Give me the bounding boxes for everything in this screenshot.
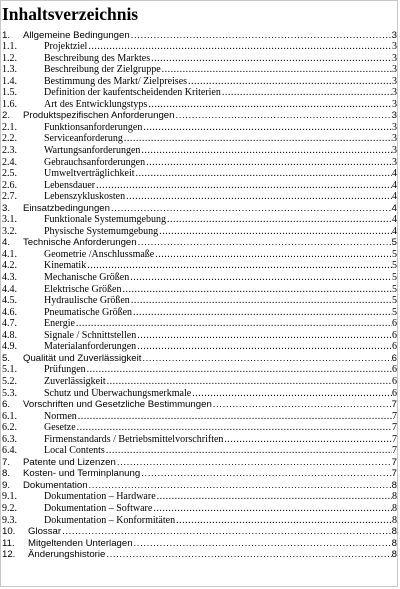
toc-entry-page: 4 [391,202,397,214]
toc-dot-leader [141,145,392,156]
toc-entry-number: 9.2. [2,502,17,514]
toc-entry-title-wrap [44,503,392,514]
toc-entry-page: 6 [392,318,397,330]
toc-entry-number: 4.3. [2,272,17,284]
table-of-contents [1,29,398,560]
toc-entry[interactable] [1,318,398,330]
toc-entry-page: 7 [391,399,397,411]
toc-entry[interactable] [1,514,398,526]
toc-entry-number: 4.6. [2,306,17,318]
toc-entry[interactable] [1,399,398,411]
toc-entry[interactable] [1,98,398,110]
toc-entry-number: 1.3. [2,64,17,76]
toc-dot-leader [137,341,392,352]
toc-entry[interactable] [1,410,398,422]
toc-entry[interactable] [1,445,398,457]
toc-entry[interactable] [1,352,398,364]
toc-entry-page: 5 [392,283,397,295]
toc-entry-number: 1.6. [2,98,17,110]
toc-dot-leader [188,76,392,87]
toc-dot-leader [153,503,392,514]
toc-entry-page: 7 [392,410,397,422]
toc-dot-leader [138,237,392,248]
toc-entry-title-wrap [44,411,392,422]
toc-dot-leader [143,122,392,133]
toc-entry-page: 5 [391,237,397,249]
toc-entry-page: 6 [391,352,397,364]
toc-entry[interactable] [1,479,398,491]
toc-entry-title: Art des Entwicklungstyps [44,98,148,110]
toc-entry[interactable] [1,283,398,295]
toc-dot-leader [167,214,392,225]
toc-entry-page: 3 [391,29,397,41]
toc-dot-leader [222,87,392,98]
toc-dot-leader [142,353,392,364]
toc-entry-number: 3. [2,202,11,214]
toc-entry[interactable] [1,468,398,480]
toc-entry-page: 3 [392,64,397,76]
toc-dot-leader [106,445,392,456]
toc-entry-title-wrap [44,76,392,87]
toc-entry[interactable] [1,29,398,41]
toc-entry-page: 8 [391,549,397,561]
toc-entry-page: 3 [392,156,397,168]
toc-entry-title: Dokumentation – Software [44,502,153,514]
toc-dot-leader [87,260,392,271]
toc-entry-number: 5. [2,352,11,364]
toc-entry-title: Mitgeltenden Unterlagen [28,537,133,549]
toc-entry-title-wrap [44,376,392,387]
toc-entry-title-wrap [44,284,392,295]
toc-dot-leader [88,41,392,52]
toc-entry-number: 7. [2,456,11,468]
toc-entry-title-wrap [28,538,392,549]
toc-entry-page: 5 [392,272,397,284]
toc-entry-number: 2.6. [2,179,17,191]
toc-entry[interactable] [1,52,398,64]
toc-dot-leader [134,538,392,549]
toc-entry-title: Wartungsanforderungen [44,145,141,157]
toc-entry-page: 4 [392,179,397,191]
toc-dot-leader [137,330,392,341]
toc-title: Inhaltsverzeichnis [2,4,139,24]
toc-entry-title: Serviceanforderung [44,133,123,145]
toc-entry-number: 3.1. [2,214,17,226]
toc-entry[interactable] [1,41,398,53]
toc-entry-number: 4. [2,237,11,249]
toc-entry-page: 8 [391,526,397,538]
toc-entry-title: Gesetze [44,422,76,434]
toc-entry-number: 2.4. [2,156,17,168]
toc-entry-number: 3.2. [2,225,17,237]
toc-entry-title-wrap [44,307,392,318]
toc-entry-page: 3 [392,121,397,133]
toc-entry-number: 4.9. [2,341,17,353]
toc-entry-title-wrap [44,445,392,456]
toc-entry-title: Dokumentation [23,479,88,491]
toc-dot-leader [224,434,392,445]
toc-dot-leader [122,284,392,295]
toc-entry[interactable] [1,191,398,203]
toc-dot-leader [87,364,392,375]
toc-entry-title-wrap [44,434,392,445]
toc-entry-title: Hydraulische Größen [44,295,130,307]
toc-entry[interactable] [1,202,398,214]
toc-entry-number: 2.7. [2,191,17,203]
toc-entry-title: Patente und Lizenzen [23,456,116,468]
toc-entry-title: Kinematik [44,260,87,272]
toc-dot-leader [78,411,392,422]
toc-entry-number: 1.2. [2,52,17,64]
toc-entry-page: 8 [392,491,397,503]
toc-entry[interactable] [1,121,398,133]
toc-entry-page: 5 [392,295,397,307]
toc-entry-number: 2.3. [2,145,17,157]
toc-dot-leader [175,110,392,121]
toc-entry-page: 7 [392,433,397,445]
toc-entry[interactable] [1,537,398,549]
toc-entry[interactable] [1,144,398,156]
toc-entry-page: 7 [391,456,397,468]
toc-entry-number: 11. [2,537,15,549]
toc-entry-title: Gebrauchsanforderungen [44,156,146,168]
toc-entry-title: Funktionsanforderungen [44,121,143,133]
toc-dot-leader [76,318,392,329]
toc-entry-title-wrap [44,41,392,52]
toc-entry-title: Kosten- und Terminplanung [23,468,141,480]
toc-entry-title: Pneumatische Größen [44,306,133,318]
toc-entry-title: Qualität und Zuverlässigkeit [23,352,142,364]
toc-entry-title: Zuverlässigkeit [44,375,106,387]
toc-entry-number: 2.1. [2,121,17,133]
toc-entry[interactable] [1,75,398,87]
toc-entry-title: Produktspezifischen Anforderungen [23,110,175,122]
toc-dot-leader [89,480,392,491]
toc-dot-leader [96,180,392,191]
toc-entry-title: Technische Anforderungen [23,237,137,249]
toc-entry-number: 6. [2,399,11,411]
toc-entry-title-wrap [44,87,392,98]
toc-entry-page: 3 [392,75,397,87]
toc-entry-number: 4.8. [2,329,17,341]
toc-entry-page: 4 [392,225,397,237]
toc-entry-title-wrap [44,422,392,433]
toc-entry-title: Beschreibung des Marktes [44,52,151,64]
toc-entry-title-wrap [23,30,392,41]
toc-dot-leader [107,376,392,387]
toc-entry-title: Local Contents [44,445,105,457]
toc-entry[interactable] [1,225,398,237]
toc-entry-title-wrap [23,203,392,214]
toc-entry[interactable] [1,456,398,468]
toc-entry[interactable] [1,64,398,76]
toc-entry-page: 6 [392,364,397,376]
toc-entry-title-wrap [44,318,392,329]
toc-entry-title-wrap [23,237,392,248]
toc-entry-page: 6 [392,387,397,399]
toc-entry-number: 2. [2,110,11,122]
toc-entry[interactable] [1,260,398,272]
toc-dot-leader [130,272,392,283]
toc-entry-page: 7 [392,445,397,457]
toc-entry-title-wrap [44,491,392,502]
toc-dot-leader [117,457,392,468]
toc-entry[interactable] [1,422,398,434]
toc-dot-leader [133,307,392,318]
toc-entry-number: 6.4. [2,445,17,457]
toc-entry-title-wrap [44,515,392,526]
toc-dot-leader [106,549,392,560]
toc-entry[interactable] [1,329,398,341]
toc-entry-title-wrap [28,526,392,537]
toc-entry-page: 4 [392,214,397,226]
toc-entry[interactable] [1,387,398,399]
toc-entry-title-wrap [44,145,392,156]
toc-entry-title-wrap [44,180,392,191]
toc-dot-leader [162,64,392,75]
toc-entry-title: Schutz und Überwachungsmerkmale [44,387,192,399]
toc-entry-title: Einsatzbedingungen [23,202,110,214]
toc-entry-number: 6.1. [2,410,17,422]
toc-entry-title-wrap [44,214,392,225]
toc-entry-title-wrap [44,260,392,271]
toc-entry-page: 3 [391,110,397,122]
toc-entry[interactable] [1,133,398,145]
toc-entry-page: 5 [392,248,397,260]
toc-dot-leader [136,168,392,179]
toc-entry-title-wrap [23,399,392,410]
toc-entry-number: 5.3. [2,387,17,399]
toc-entry-title: Glossar [28,526,62,538]
toc-entry[interactable] [1,433,398,445]
toc-entry-title-wrap [44,388,392,399]
toc-entry[interactable] [1,271,398,283]
toc-entry-number: 1.1. [2,41,17,53]
toc-entry-page: 7 [391,468,397,480]
toc-entry-number: 1.5. [2,87,17,99]
toc-dot-leader [111,203,392,214]
toc-entry-title: Umweltverträglichkeit [44,168,135,180]
toc-entry-number: 9.3. [2,514,17,526]
toc-dot-leader [77,422,392,433]
toc-entry-title: Funktionale Systemumgebung [44,214,166,226]
toc-entry-title: Geometrie /Anschlussmaße [44,248,155,260]
toc-entry-title-wrap [44,272,392,283]
toc-entry-page: 3 [392,87,397,99]
toc-entry-title: Dokumentation – Hardware [44,491,156,503]
toc-dot-leader [151,53,392,64]
toc-entry-page: 6 [392,375,397,387]
toc-entry-page: 6 [392,341,397,353]
toc-entry-title-wrap [44,122,392,133]
toc-entry-number: 4.1. [2,248,17,260]
toc-entry-number: 6.2. [2,422,17,434]
toc-dot-leader [176,515,392,526]
toc-entry-title-wrap [23,353,392,364]
toc-entry[interactable] [1,306,398,318]
toc-entry-number: 5.2. [2,375,17,387]
toc-entry[interactable] [1,375,398,387]
toc-entry-title-wrap [44,364,392,375]
toc-entry-title-wrap [44,53,392,64]
toc-dot-leader [62,526,392,537]
toc-dot-leader [124,133,392,144]
toc-entry-number: 9. [2,479,11,491]
toc-entry-page: 5 [392,260,397,272]
toc-entry-number: 4.5. [2,295,17,307]
toc-entry[interactable] [1,526,398,538]
toc-entry-title-wrap [44,295,392,306]
toc-entry-number: 12. [2,549,16,561]
toc-entry-number: 1.4. [2,75,17,87]
toc-entry-number: 2.2. [2,133,17,145]
toc-entry-number: 1. [2,29,11,41]
toc-entry-page: 3 [392,52,397,64]
toc-entry[interactable] [1,248,398,260]
toc-dot-leader [155,249,392,260]
toc-entry-page: 5 [392,306,397,318]
toc-entry-title-wrap [28,549,392,560]
toc-entry[interactable] [1,156,398,168]
toc-entry-title: Lebensdauer [44,179,96,191]
toc-entry-title: Lebenszykluskosten [44,191,126,203]
toc-entry-title-wrap [44,249,392,260]
toc-entry-title: Allgemeine Bedingungen [23,29,130,41]
toc-entry-title-wrap [44,157,392,168]
toc-entry-title-wrap [44,341,392,352]
toc-entry-title: Normen [44,410,77,422]
toc-entry-number: 2.5. [2,168,17,180]
toc-entry-title: Signale / Schnittstellen [44,329,137,341]
toc-dot-leader [148,99,392,110]
toc-entry-title: Projektziel [44,41,88,53]
toc-entry[interactable] [1,214,398,226]
toc-entry-title: Dokumentation – Konformitäten [44,514,176,526]
toc-entry-title-wrap [44,226,392,237]
toc-entry-title-wrap [44,99,392,110]
toc-entry-title: Beschreibung der Zielgruppe [44,64,161,76]
toc-entry-page: 6 [392,329,397,341]
toc-entry-title: Elektrische Größen [44,283,122,295]
toc-entry-title-wrap [44,191,392,202]
toc-entry[interactable] [1,179,398,191]
toc-entry-page: 4 [392,168,397,180]
toc-entry[interactable] [1,168,398,180]
toc-dot-leader [126,191,392,202]
toc-dot-leader [192,388,392,399]
toc-dot-leader [159,226,392,237]
toc-entry-page: 8 [392,514,397,526]
toc-dot-leader [146,157,392,168]
toc-entry-title-wrap [44,330,392,341]
toc-entry[interactable] [1,87,398,99]
toc-entry-number: 10. [2,526,16,538]
toc-entry[interactable] [1,364,398,376]
toc-entry-title: Physische Systemumgebung [44,225,159,237]
toc-entry-title-wrap [44,133,392,144]
toc-entry[interactable] [1,549,398,561]
toc-entry-title: Änderungshistorie [28,549,106,561]
toc-entry-title: Energie [44,318,75,330]
toc-entry-title: Vorschriften und Gesetzliche Bestimmungen [23,399,212,411]
toc-dot-leader [213,399,392,410]
toc-entry[interactable] [1,237,398,249]
toc-entry-title-wrap [23,457,392,468]
toc-entry-title-wrap [23,110,392,121]
toc-entry[interactable] [1,341,398,353]
toc-entry-number: 4.4. [2,283,17,295]
toc-entry-title: Firmenstandards / Betriebsmittelvorschriften [44,433,224,445]
toc-dot-leader [157,491,392,502]
toc-entry-page: 3 [392,41,397,53]
toc-entry-page: 8 [391,479,397,491]
toc-entry-number: 4.7. [2,318,17,330]
toc-entry-page: 4 [392,191,397,203]
toc-dot-leader [131,295,392,306]
toc-entry-title-wrap [23,468,392,479]
toc-entry-page: 3 [392,98,397,110]
toc-entry[interactable] [1,491,398,503]
toc-entry-page: 3 [392,133,397,145]
toc-entry[interactable] [1,502,398,514]
toc-entry-title: Materialanforderungen [44,341,137,353]
toc-entry-page: 8 [392,502,397,514]
toc-entry-number: 9.1. [2,491,17,503]
toc-entry-page: 8 [391,537,397,549]
toc-dot-leader [131,30,392,41]
toc-entry-title: Definition der kaufentscheidenden Kriterien [44,87,221,99]
toc-entry[interactable] [1,295,398,307]
toc-dot-leader [141,468,392,479]
toc-entry-title-wrap [23,480,392,491]
toc-entry-title: Bestimmung des Markt/ Zielpreises [44,75,188,87]
toc-entry-number: 4.2. [2,260,17,272]
toc-entry-page: 7 [392,422,397,434]
toc-entry-number: 6.3. [2,433,17,445]
toc-entry-title: Prüfungen [44,364,86,376]
toc-entry-number: 5.1. [2,364,17,376]
toc-entry-title: Mechanische Größen [44,272,130,284]
toc-entry-number: 8. [2,468,11,480]
toc-entry-page: 3 [392,145,397,157]
toc-entry[interactable] [1,110,398,122]
toc-entry-title-wrap [44,64,392,75]
toc-entry-title-wrap [44,168,392,179]
